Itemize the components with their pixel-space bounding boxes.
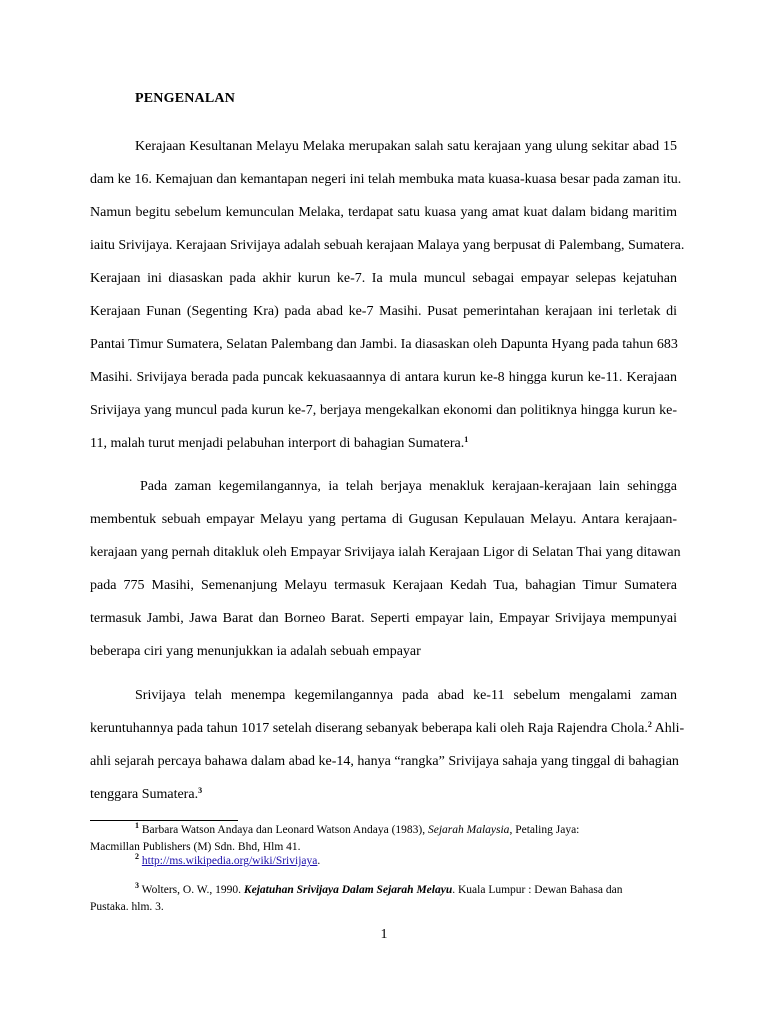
footnote-ref-3[interactable]: 3	[198, 786, 203, 795]
text-line: termasuk Jambi, Jawa Barat dan Borneo Barat. Seperti empayar lain, Empayar Srivijaya mempunyai	[90, 611, 677, 626]
page-number: 1	[380, 927, 388, 942]
text-line: beberapa ciri yang menunjukkan ia adalah sebuah empayar	[90, 644, 421, 659]
footnote-title: Sejarah Malaysia	[427, 824, 510, 836]
text-line	[90, 778, 677, 811]
text-line: Pantai Timur Sumatera, Selatan Palembang dan Jambi. Ia diasaskan oleh Dapunta Hyang pada tahun 683	[90, 337, 678, 352]
paragraph-3	[90, 679, 685, 811]
text-line: Srivijaya yang muncul pada kurun ke-7, berjaya mengekalkan ekonomi dan politiknya hingga kurun ke-	[90, 403, 677, 418]
text-line: Kerajaan Kesultanan Melayu Melaka merupakan salah satu kerajaan yang ulung sekitar abad 15	[135, 139, 677, 154]
footnote-line: Macmillan Publishers (M) Sdn. Bhd, Hlm 41.	[90, 841, 301, 853]
text-line: Kerajaan ini diasaskan pada akhir kurun ke-7. Ia mula muncul sebagai empayar selepas kejatuhan	[90, 271, 677, 286]
footnote-line	[90, 853, 680, 870]
wikipedia-link[interactable]: http://ms.wikipedia.org/wiki/Srivijaya	[141, 855, 318, 867]
text-line	[90, 712, 685, 745]
footnote-3	[90, 882, 680, 916]
footnote-separator	[90, 820, 238, 821]
text-line: Namun begitu sebelum kemunculan Melaka, terdapat satu kuasa yang amat kuat dalam bidang maritim	[90, 205, 677, 220]
footnote-number: 2	[135, 852, 139, 861]
footnote-ref-2[interactable]: 2	[647, 720, 652, 729]
text-line: membentuk sebuah empayar Melayu yang pertama di Gugusan Kepulauan Melayu. Antara kerajaan-	[90, 512, 677, 527]
text-run: 11, malah turut menjadi pelabuhan interport di bahagian Sumatera.	[90, 436, 465, 451]
footnote-title: Kejatuhan Srivijaya Dalam Sejarah Melayu	[243, 884, 453, 896]
text-line: Kerajaan Funan (Segenting Kra) pada abad ke-7 Masihi. Pusat pemerintahan kerajaan ini terletak di	[90, 304, 677, 319]
footnote-number: 1	[135, 821, 139, 830]
footnote-number: 3	[135, 881, 139, 890]
text-run: tenggara Sumatera.	[90, 787, 199, 802]
text-line: kerajaan yang pernah ditakluk oleh Empayar Srivijaya ialah Kerajaan Ligor di Selatan Thai yang ditawan	[90, 545, 681, 560]
footnote-text: . Kuala Lumpur : Dewan Bahasa dan	[452, 884, 623, 896]
footnote-text: .	[317, 855, 321, 867]
text-run: keruntuhannya pada tahun 1017 setelah diserang sebanyak beberapa kali oleh Raja Rajendra Chola.	[90, 721, 648, 736]
text-line	[90, 427, 677, 460]
footnote-2	[90, 853, 680, 870]
section-heading: PENGENALAN	[135, 91, 236, 106]
text-line: ahli sejarah percaya bahawa dalam abad ke-14, hanya “rangka” Srivijaya sahaja yang tinggal di bahagian	[90, 754, 679, 769]
text-line: dam ke 16. Kemajuan dan kemantapan negeri ini telah membuka mata kuasa-kuasa besar pada zaman itu.	[90, 172, 682, 187]
footnote-1	[90, 822, 680, 856]
footnote-line	[90, 822, 680, 839]
text-run: Ahli-	[651, 721, 685, 736]
text-line: Masihi. Srivijaya berada pada puncak kekuasaannya di antara kurun ke-8 hingga kurun ke-11. Kerajaan	[90, 370, 677, 385]
text-line: pada 775 Masihi, Semenanjung Melayu termasuk Kerajaan Kedah Tua, bahagian Timur Sumatera	[90, 578, 677, 593]
paragraph-2	[90, 470, 681, 668]
footnote-text: , Petaling Jaya:	[509, 824, 580, 836]
footnote-text: Barbara Watson Andaya dan Leonard Watson Andaya (1983),	[139, 824, 428, 836]
text-line: iaitu Srivijaya. Kerajaan Srivijaya adalah sebuah kerajaan Malaya yang berpusat di Palembang, Sumatera.	[90, 238, 685, 253]
footnote-text: Wolters, O. W., 1990.	[139, 884, 244, 896]
text-line: Srivijaya telah menempa kegemilangannya pada abad ke-11 sebelum mengalami zaman	[135, 688, 677, 703]
footnote-line: Pustaka. hlm. 3.	[90, 901, 164, 913]
paragraph-1	[90, 130, 685, 460]
footnote-line	[90, 882, 680, 899]
footnote-ref-1[interactable]: 1	[464, 435, 469, 444]
text-line: Pada zaman kegemilangannya, ia telah berjaya menakluk kerajaan-kerajaan lain sehingga	[140, 479, 677, 494]
